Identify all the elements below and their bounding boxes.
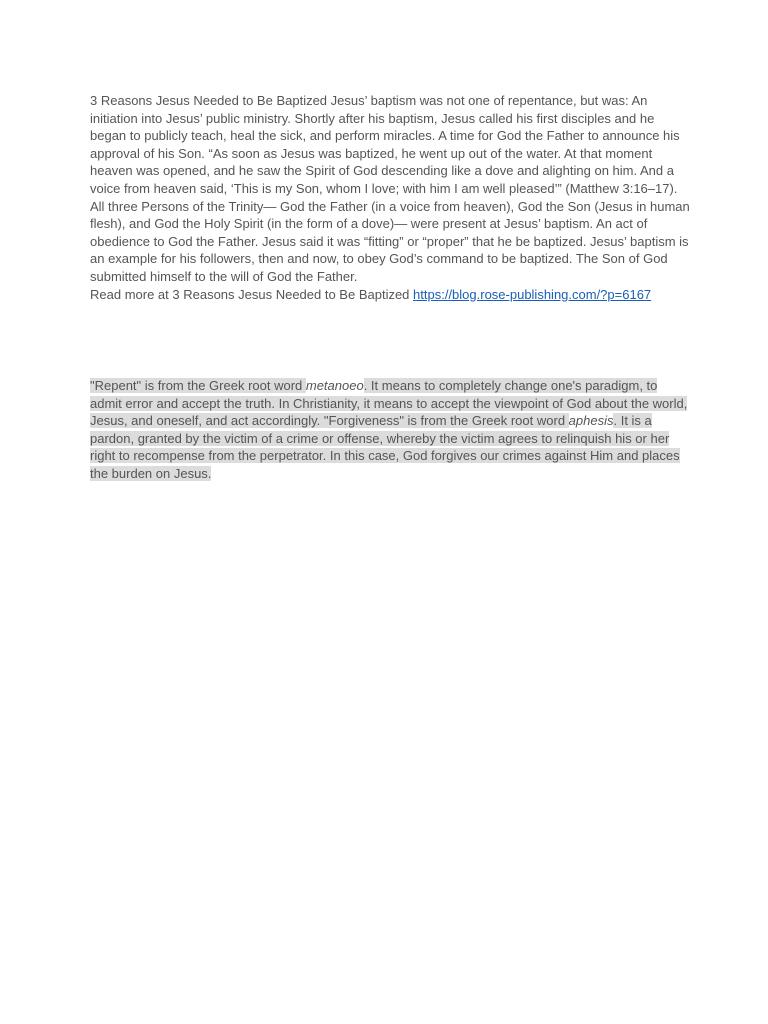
definitions-paragraph xyxy=(90,377,690,483)
article-block xyxy=(90,92,690,303)
definition-text-1: "Repent" is from the Greek root word xyxy=(90,378,306,393)
article-paragraph xyxy=(90,92,690,303)
definition-text-3: . It is a pardon, granted by the victim of a crime or offense, whereby the victim agrees to relinquish his or her right to recompense from the perpetrator. In this case, God forgives our crimes against Him and places the burden on Jesus. xyxy=(90,413,680,481)
term-metanoeo: metanoeo xyxy=(305,378,364,393)
term-aphesis: aphesis xyxy=(568,413,614,429)
definitions-block xyxy=(90,377,690,483)
read-more-link[interactable]: https://blog.rose-publishing.com/?p=6167 xyxy=(413,286,652,302)
definition-text-2: . It means to completely change one's paradigm, to admit error and accept the truth. In Christianity, it means to accept the viewpoint of God about the world, Jesus, and oneself, and act accordingly. "Forgiveness" is from the Greek root word xyxy=(90,378,688,429)
read-more-text: Read more at 3 Reasons Jesus Needed to Be Baptized xyxy=(90,286,414,302)
article-text: 3 Reasons Jesus Needed to Be Baptized Jesus’ baptism was not one of repentance, but was: An initiation into Jesus’ public ministry. Shortly after his baptism, Jesus called his first disciples and he began to publicly teach, heal the sick, and perform miracles. A time for God the Father to announce his approval of his Son. “As soon as Jesus was baptized, he went up out of the water. At that moment heaven was opened, and he saw the Spirit of God descending like a dove and alighting on him. And a voice from heaven said, ‘This is my Son, whom I love; with him I am well pleased’” (Matthew 3:16–17). All three Persons of the Trinity— God the Father (in a voice from heaven), God the Son (Jesus in human flesh), and God the Holy Spirit (in the form of a dove)— were present at Jesus’ baptism. An act of obedience to God the Father. Jesus said it was “fitting” or “proper” that he be baptized. Jesus’ baptism is an example for his followers, then and now, to obey God’s command to be baptized. The Son of God submitted himself to the will of God the Father. xyxy=(90,93,690,284)
